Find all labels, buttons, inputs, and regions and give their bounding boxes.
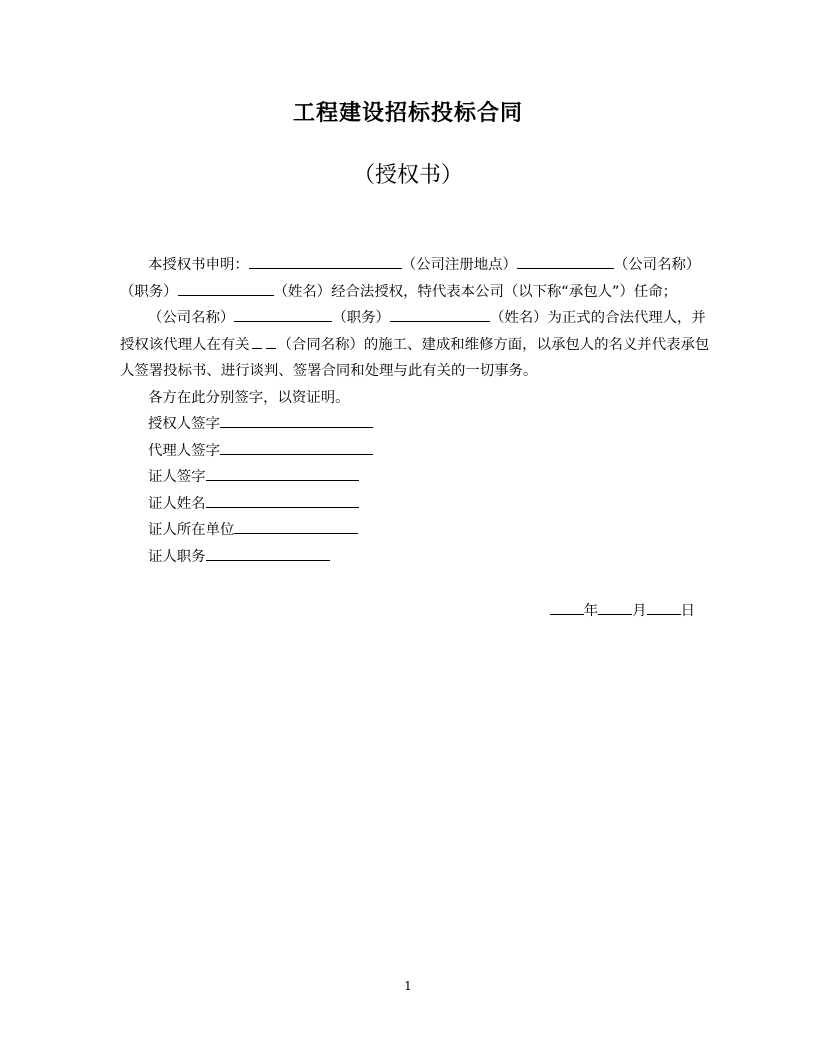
paragraph-1-line-1 — [120, 252, 701, 279]
position-label: （职务） — [120, 283, 178, 300]
signature-blank — [206, 464, 359, 481]
paragraph-3: 各方在此分别签字，以资证明。 — [148, 389, 350, 406]
month-blank — [598, 598, 632, 615]
year-label: 年 — [583, 603, 599, 619]
signature-label: 证人职务 — [148, 548, 206, 565]
signature-agent — [120, 438, 696, 465]
signature-blank — [206, 544, 330, 561]
signature-witness — [120, 464, 696, 491]
agent-position-label: （职务） — [332, 310, 390, 326]
paragraph-2-line-3: 人签署投标书、进行谈判、签署合同和处理与此有关的一切事务。 — [120, 363, 538, 379]
company-address-label: （公司注册地点） — [401, 257, 517, 273]
statement-lead: 本授权书申明： — [148, 257, 249, 273]
agent-name-blank — [390, 305, 490, 322]
document-body — [120, 252, 710, 570]
signature-witness-name — [120, 491, 696, 518]
signature-label: 代理人签字 — [148, 442, 220, 459]
contract-name-blank-2 — [266, 332, 276, 349]
page-number: 1 — [404, 979, 412, 993]
signature-label: 证人签字 — [148, 469, 206, 485]
agent-position-blank — [234, 305, 332, 322]
authorization-text-tail: （合同名称）的施工、建成和维修方面，以承包人的名义并代表承包 — [277, 336, 710, 353]
signature-label: 证人所在单位 — [148, 522, 235, 538]
signature-blank — [220, 411, 373, 428]
agent-name-label: （姓名）为正式的合法代理人，并 — [489, 310, 706, 326]
signature-blank — [220, 438, 373, 455]
paragraph-2-line-1 — [120, 305, 706, 332]
signature-label: 授权人签字 — [148, 416, 220, 432]
day-label: 日 — [680, 603, 695, 619]
month-label: 月 — [632, 603, 647, 619]
signature-witness-unit — [120, 517, 696, 544]
company-address-blank — [249, 252, 402, 269]
paragraph-2-line-2 — [120, 332, 710, 359]
company-name-blank — [517, 252, 614, 269]
year-blank — [550, 598, 584, 615]
company-name-label: （公司名称） — [613, 257, 701, 273]
document-title: 工程建设招标投标合同 — [292, 101, 523, 126]
paragraph-1-line-2 — [120, 279, 696, 306]
authorizer-name-blank — [178, 279, 274, 296]
authorization-text-head: 授权该代理人在有关 — [120, 336, 250, 353]
signature-blank — [206, 491, 359, 508]
authorizer-name-label: （姓名）经合法授权，特代表本公司（以下称“承包人”）任命； — [273, 283, 678, 300]
signature-label: 证人姓名 — [148, 495, 206, 512]
signature-witness-position — [120, 544, 696, 571]
date-row — [550, 598, 695, 620]
document-subtitle: （授权书） — [352, 163, 463, 188]
contract-name-blank-1 — [252, 332, 262, 349]
day-blank — [647, 598, 681, 615]
agent-company-label: （公司名称） — [148, 310, 235, 326]
signature-authorizer — [120, 411, 696, 438]
signature-blank — [234, 517, 358, 534]
